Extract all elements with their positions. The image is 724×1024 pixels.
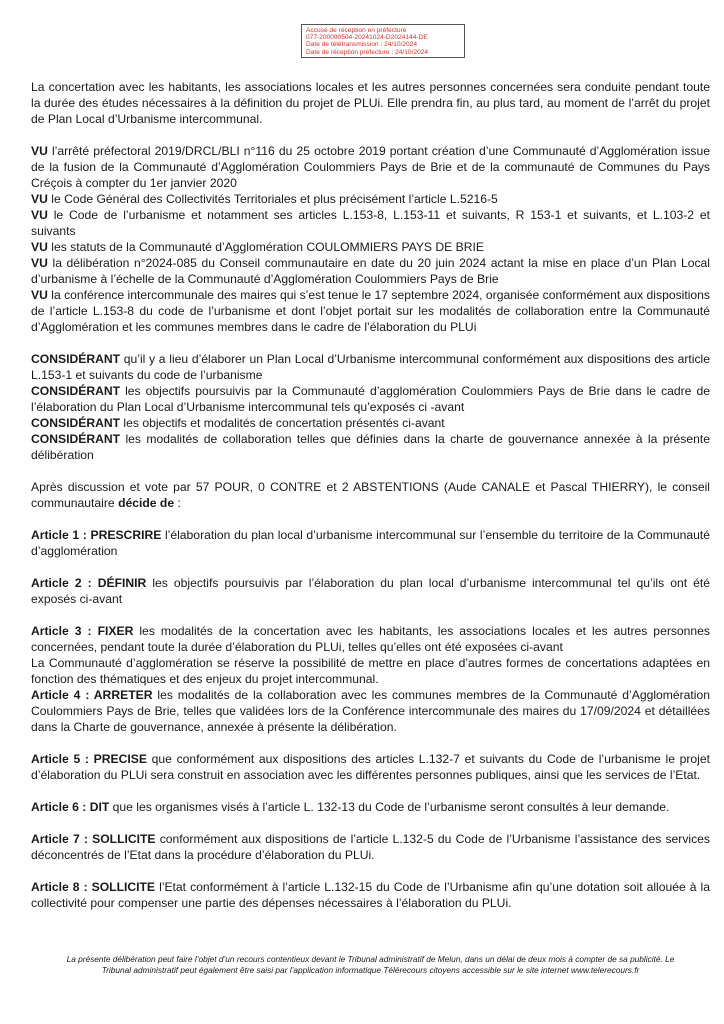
article-1 [31,527,710,559]
vu-label: VU [31,144,48,158]
vu-item [31,287,710,335]
article-5 [31,751,710,783]
article-text: conformément aux dispositions de l’article L.132-5 du Code de l’Urbanisme l’assistance des services déconcentrés de l’Etat dans la procédure d’élaboration du PLUi. [31,832,710,862]
vu-label: VU [31,288,48,302]
article-8 [31,879,710,911]
considerant-label: CONSIDÉRANT [31,416,121,430]
considerant-text: les objectifs et modalités de concertation présentés ci-avant [120,416,445,430]
vu-item [31,207,710,239]
article-text: l’Etat conformément à l’article L.132-15 du Code de l’Urbanisme afin qu’une dotation soit allouée à la collectivité pour compenser une partie des dépenses nécessaires à l’élaboration du PLUi. [31,880,710,910]
article-3-extra: La Communauté d’agglomération se réserve la possibilité de mettre en place d’autres formes de concertations adaptées en fonction des thématiques et des enjeux du projet intercommunal. [31,656,710,686]
vu-item [31,239,710,255]
considerant-item [31,383,710,415]
vote-paragraph [31,479,710,511]
considerant-label: CONSIDÉRANT [31,352,121,366]
vote-text: Après discussion et vote par 57 POUR, 0 CONTRE et 2 ABSTENTIONS (Aude CANALE et Pascal THIERRY), le conseil communautaire [31,480,710,510]
considerant-text: qu’il y a lieu d’élaborer un Plan Local d’Urbanisme intercommunal conformément aux dispositions des article L.153-1 et suivants du code de l’urbanisme [31,352,710,382]
article-text: que conformément aux dispositions des articles L.132-7 et suivants du Code de l’urbanisme le projet d’élaboration du PLUi sera construit en association avec les différentes personnes publiques, ainsi que les services de l’Etat. [31,752,711,782]
article-heading: Article 3 : FIXER [31,624,134,638]
considerant-label: CONSIDÉRANT [31,384,121,398]
article-heading: Article 1 : PRESCRIRE [31,528,162,542]
article-text: l’élaboration du plan local d’urbanisme intercommunal sur l’ensemble du territoire de la Communauté d’agglomération [31,528,710,558]
vu-section [31,143,710,335]
considerant-section [31,351,710,463]
vu-text: la délibération n°2024-085 du Conseil communautaire en date du 20 juin 2024 actant la mise en place d’un Plan Local d’urbanisme à l’échelle de la Communauté d’Agglomération Coulommiers Pays de Brie [31,256,710,286]
considerant-item [31,351,710,383]
article-heading: Article 6 : DIT [31,800,110,814]
stamp-line: 077-200090504-20241024-D2024144-DE [306,34,428,42]
vu-item [31,143,710,191]
vote-decision: décide de [118,496,175,510]
vu-label: VU [31,192,48,206]
vu-label: VU [31,256,48,270]
article-heading: Article 7 : SOLLICITE [31,832,156,846]
article-text: que les organismes visés à l’article L. 132-13 du Code de l’urbanisme seront consultés à leur demande. [109,800,670,814]
vu-text: le Code Général des Collectivités Territoriales et plus précisément l’article L.5216-5 [47,192,498,206]
article-text: les objectifs poursuivis par l’élaboration du plan local d’urbanisme intercommunal tel qu’ils ont été exposés ci-avant [31,576,711,606]
vote-end: : [174,496,181,510]
vu-label: VU [31,240,48,254]
footer-line: Tribunal administratif peut également être saisi par l’application informatique Télérecours citoyens accessible sur le site internet www.telerecours.fr [101,965,640,975]
considerant-text: les modalités de collaboration telles que définies dans la charte de gouvernance annexée à la présente délibération [31,432,710,462]
stamp-line: Date de télétransmission : 24/10/2024 [306,41,418,49]
considerant-item [31,431,710,463]
article-text: les modalités de la concertation avec les habitants, les associations locales et les autres personnes concernées, pendant toute la durée d’élaboration du PLUi, telles qu’elles ont été exposées ci-avant [31,624,711,654]
article-text: les modalités de la collaboration avec les communes membres de la Communauté d’Agglomération Coulommiers Pays de Brie, telles que validées lors de la Conférence intercommunale des maires du 17/09/2024 et détaillées dans la Charte de gouvernance, annexée à présente la délibération. [31,688,711,734]
considerant-text: les objectifs poursuivis par la Communauté d’agglomération Coulommiers Pays de Brie dans le cadre de l’élaboration du Plan Local d’Urbanisme intercommunal tels qu’exposés ci -avant [31,384,710,414]
vu-item [31,255,710,287]
document-body [31,79,710,911]
considerant-item [31,415,710,431]
article-heading: Article 4 : ARRETER [31,688,153,702]
article-heading: Article 5 : PRECISE [31,752,147,766]
article-3 [31,623,710,655]
stamp-line: Accusé de réception en préfecture [306,27,407,34]
article-4 [31,687,710,735]
prefecture-receipt-stamp [301,24,465,58]
vu-text: la conférence intercommunale des maires qui s’est tenue le 17 septembre 2024, organisée conformément aux dispositions de l’article L.153-8 du code de l’urbanisme et dont l’objet portait sur les modalités de collaboration entre la Communauté d’Agglomération et les communes membres dans le cadre de l’élaboration du PLUi [31,288,710,334]
article-heading: Article 8 : SOLLICITE [31,880,156,894]
article-2 [31,575,710,607]
vu-text: le Code de l’urbanisme et notamment ses articles L.153-8, L.153-11 et suivants, R 153-1 et suivants, et L.103-2 et suivants [31,208,710,238]
legal-footer [31,954,710,976]
article-heading: Article 2 : DÉFINIR [31,576,147,590]
vu-item [31,191,710,207]
vu-label: VU [31,208,48,222]
intro-paragraph: La concertation avec les habitants, les associations locales et les autres personnes concernées sera conduite pendant toute la durée des études nécessaires à la définition du projet de PLUi. Elle prendra fin, au plus tard, au moment de l’arrêt du projet de Plan Local d’Urbanisme intercommunal. [31,80,710,126]
considerant-label: CONSIDÉRANT [31,432,121,446]
article-6 [31,799,710,815]
article-7 [31,831,710,863]
stamp-line: Date de réception préfecture : 24/10/2024 [306,48,429,56]
vu-text: l’arrêté préfectoral 2019/DRCL/BLI n°116 du 25 octobre 2019 portant création d’une Communauté d’Agglomération issue de la fusion de la Communauté d’Agglomération Coulommiers Pays de Brie et de la communauté de Communes du Pays Créçois à compter du 1er janvier 2020 [31,144,710,190]
vu-text: les statuts de la Communauté d’Agglomération COULOMMIERS PAYS DE BRIE [47,240,484,254]
footer-line: La présente délibération peut faire l’objet d’un recours contentieux devant le Tribunal administratif de Melun, dans un délai de deux mois à compter de sa publicité. Le [66,954,675,964]
